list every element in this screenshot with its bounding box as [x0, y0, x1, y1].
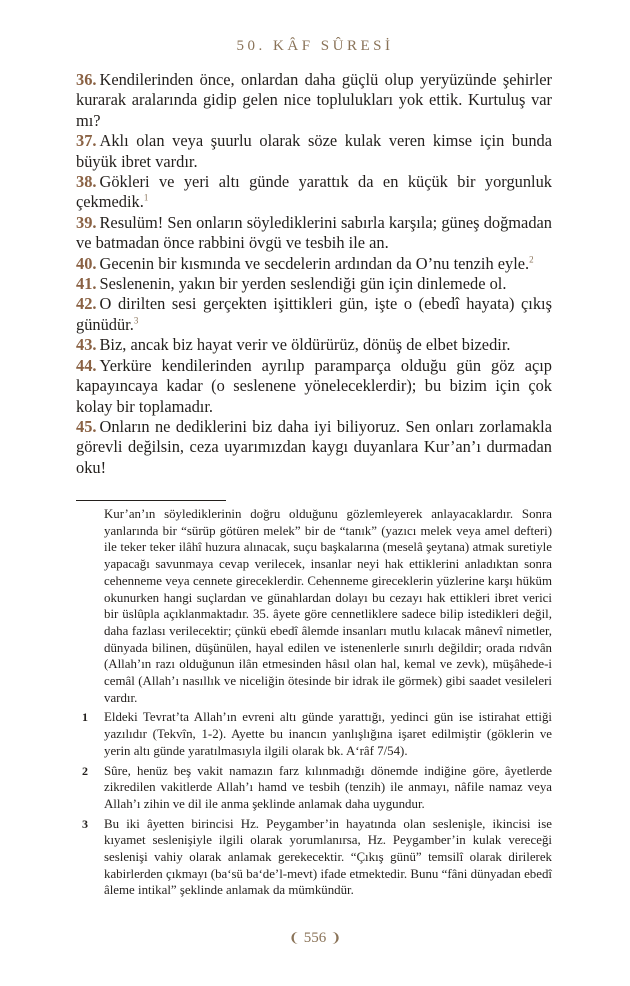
verse-text: Yerküre kendilerinden ayrılıp paramparça olduğu gün göz açıp kapayıncaya kadar (o seslenene yöneleceklerdir); bu bizim için çok kolay bir toplamadır. [76, 355, 552, 416]
footnote-number: 3 [82, 816, 88, 831]
footnote-ref[interactable]: 3 [133, 315, 139, 326]
verse-list [76, 70, 552, 478]
verse-text: Gökleri ve yeri altı günde yarattık da en küçük bir yorgunluk çekmedik. [76, 172, 552, 212]
footnote-ref[interactable]: 2 [529, 254, 534, 265]
verse-text: Resulüm! Sen onların söylediklerini sabırla karşıla; güneş doğmadan ve batmadan önce rabbini övgü ve tesbih ile an. [76, 212, 552, 253]
verse [76, 417, 552, 478]
footnote-divider [76, 500, 226, 501]
verse [76, 213, 552, 254]
footnote-ref[interactable]: 1 [143, 192, 149, 203]
footnote-text: Bu iki âyetten birincisi Hz. Peygamber’in hayatında olan seslenişle, ikincisi ise kıyamet seslenişiyle ilgili olarak yorumlanırsa, Hz. Peygamber’in kulak vereceği seslenişi vahiy olarak anlamak gerekecektir. “Çıkış günü” temsilî olarak dirilerek kabirlerden çıkmayı (ba‘sü ba‘de’l-mevt) ifade etmektedir. Bunu “fâni dünyadan ebedî âleme intikal” şeklinde anlamak da mümkündür. [104, 816, 552, 898]
footnotes [76, 506, 552, 902]
verse-text: Gecenin bir kısmında ve secdelerin ardından da O’nu tenzih eyle. [99, 253, 530, 273]
footnote-number: 1 [82, 710, 88, 725]
footnote-text: Sûre, henüz beş vakit namazın farz kılınmadığı dönemde indiğine göre, âyetlerde zikredilen vakitlerde Allah’ı hamd ve tesbih (tenzih) ile anmayı, nâfile namaz veya Allah’ı zihin ve dil ile anma şeklinde anlamak daha uygundur. [104, 763, 552, 811]
footnote [76, 506, 552, 706]
verse-number: 45. [76, 416, 97, 436]
verse [76, 294, 552, 335]
footnote [76, 709, 552, 759]
verse-number: 42. [76, 294, 97, 314]
verse-number: 37. [76, 131, 97, 151]
verse-number: 40. [76, 253, 97, 273]
verse [76, 356, 552, 417]
verse-text: Aklı olan veya şuurlu olarak söze kulak veren kimse için bunda büyük ibret vardır. [76, 131, 552, 171]
verse-text: Kendilerinden önce, onlardan daha güçlü olup yeryüzünde şehirler kurarak aralarında gidip gelen nice toplulukları yok ettik. Kurtuluş var mı? [76, 70, 552, 130]
verse [76, 131, 552, 172]
verse-number: 44. [76, 355, 97, 375]
verse-text: O dirilten sesi gerçekten işittikleri gün, işte o (ebedî hayata) çıkış günüdür. [76, 294, 552, 334]
footnote-text: Eldeki Tevrat’ta Allah’ın evreni altı günde yarattığı, yedinci gün ise istirahat ettiği yazılıdır (Tekvîn, 1-2). Ayette bu inancın yanlışlığına işaret edilmiştir (göklerin ve yerin altı günde yaratılmasıyla ilgili olarak bk. A‘râf 7/54). [104, 710, 552, 758]
footnote-text: Kur’an’ın söylediklerinin doğru olduğunu gözlemleyerek anlayacaklardır. Sonra yanlarında bir “sürüp götüren melek” bir de “tanık” (yazıcı melek veya amel defteri) ile teker teker ilâhî huzura alınacak, suçu başkalarına (meselâ şeytana) atmak suretiyle yapacağı savunmaya cevap verilecek, insanlar neyi hak ettiklerini anladıktan sonra cehenneme veya cennete gireceklerdir. Cehenneme gireceklerin yüzlerine karşı hüküm okunurken hangi suçlardan ve günahlardan dolayı bu cezayı hak ettikleri ibret verici bir üslûpla açıklanmaktadır. 35. âyete göre cennetliklere sadece bilip istedikleri değil, daha fazlası verilecektir; çünkü ebedî âlemde insanları mutlu kılacak mânevî nimetler, dünyada bilinen, düşünülen, hayal edilen ve istenenlerle sınırlı değildir; orada rıdvân (Allah’ın razı olduğunun ilân etmesinden hâsıl olan hal, kemal ve zevk), müşâhede-i cemâl (Allah’ı nasıllık ve niceliğin ötesinde bir idrak ile görmek) gibi saadet vesileleri vardır. [104, 507, 552, 705]
verse [76, 70, 552, 131]
verse-text: Seslenenin, yakın bir yerden seslendiği gün için dinlemede ol. [99, 274, 507, 294]
ornament-left-icon: ❨ [288, 930, 300, 945]
ornament-right-icon: ❩ [330, 930, 342, 945]
page-number-footer [0, 930, 630, 947]
running-title: 50. KÂF SÛRESİ [236, 38, 394, 54]
footnote [76, 763, 552, 813]
verse [76, 254, 552, 274]
footnote [76, 816, 552, 900]
verse-number: 41. [76, 274, 97, 294]
verse-text: Onların ne dediklerini biz daha iyi biliyoruz. Sen onları zorlamakla görevli değilsin, ceza uyarımızdan kaygı duyanlara Kur’an’ı durmadan oku! [76, 416, 552, 477]
verse-number: 36. [76, 70, 97, 89]
page-number: 556 [303, 930, 327, 946]
verse-text: Biz, ancak biz hayat verir ve öldürürüz, dönüş de elbet bizedir. [99, 335, 511, 355]
verse-number: 43. [76, 335, 97, 355]
footnote-number: 2 [82, 763, 88, 778]
verse [76, 335, 552, 355]
verse [76, 172, 552, 213]
verse [76, 274, 552, 294]
verse-number: 39. [76, 212, 97, 232]
verse-number: 38. [76, 172, 97, 192]
